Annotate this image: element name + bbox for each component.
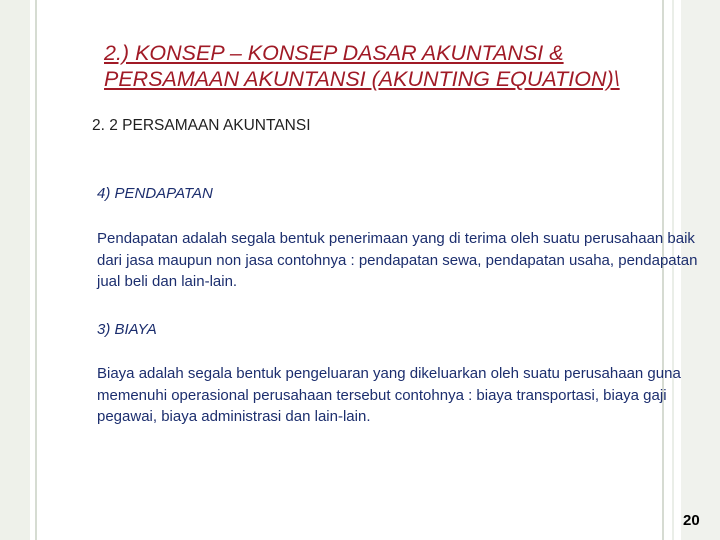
section-heading-biaya: 3) BIAYA xyxy=(97,321,157,338)
slide-subtitle: 2. 2 PERSAMAAN AKUNTANSI xyxy=(92,117,311,134)
slide-title: 2.) KONSEP – KONSEP DASAR AKUNTANSI & PERSAMAAN AKUNTANSI (AKUNTING EQUATION)\ xyxy=(104,41,620,91)
left-decoration xyxy=(0,0,40,540)
page-number: 20 xyxy=(683,512,700,529)
section-heading-pendapatan: 4) PENDAPATAN xyxy=(97,185,213,202)
section-body-biaya: Biaya adalah segala bentuk pengeluaran yang dikeluarkan oleh suatu perusahaan guna memenuhi operasional perusahaan tersebut contohnya : biaya transportasi, biaya gaji pegawai, biaya administrasi dan lain-lain. xyxy=(97,365,681,425)
section-body-pendapatan: Pendapatan adalah segala bentuk penerimaan yang di terima oleh suatu perusahaan baik dari jasa maupun non jasa contohnya : pendapatan sewa, pendapatan usaha, pendapatan jual beli dan lain-lain. xyxy=(97,230,698,290)
